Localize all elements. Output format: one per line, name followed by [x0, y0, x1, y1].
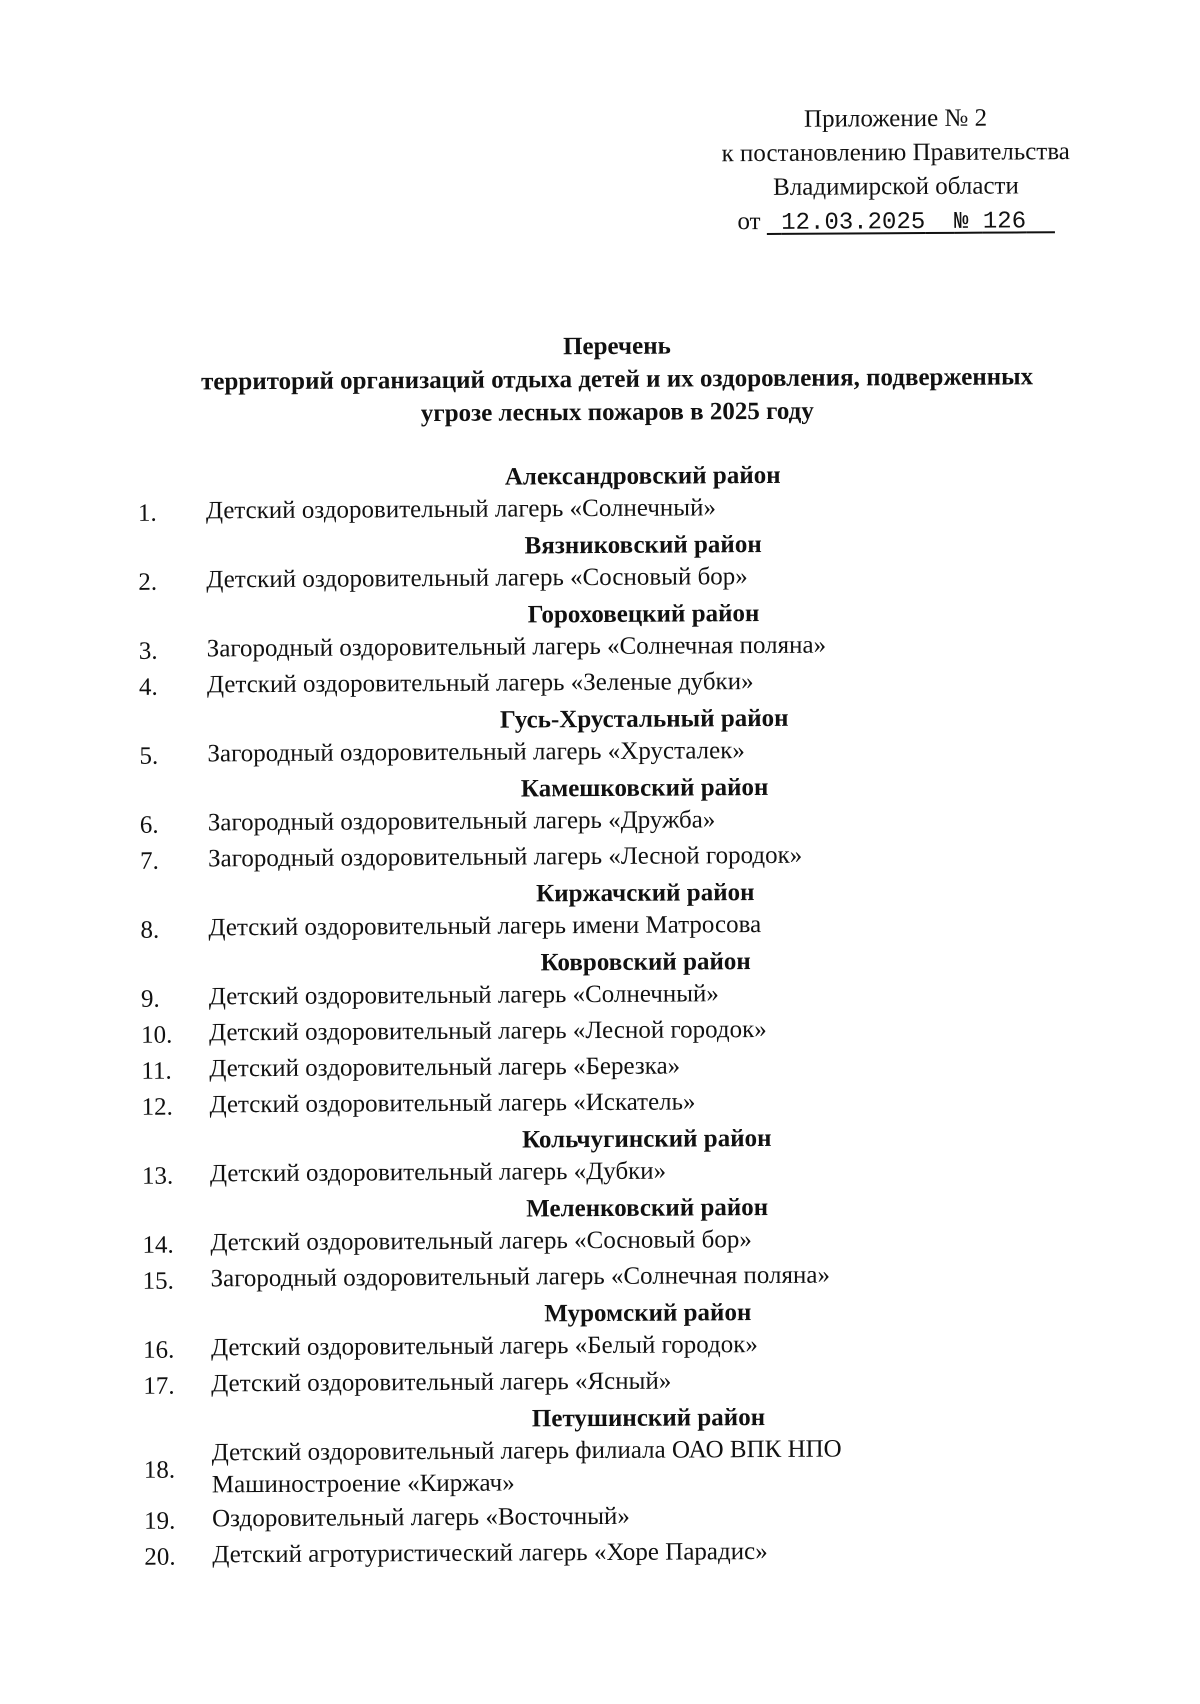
appendix-number: Приложение № 2 [803, 104, 988, 133]
camp-name: Детский оздоровительный лагерь «Сосновый бор» [206, 563, 748, 594]
item-number: 9. [140, 985, 160, 1013]
camp-name: Загородный оздоровительный лагерь «Лесной городок» [207, 841, 803, 873]
item-number: 17. [143, 1372, 175, 1400]
district-heading: Гусь-Хрустальный район [499, 704, 789, 734]
item-number: 20. [144, 1543, 176, 1571]
district-heading: Муромский район [544, 1299, 752, 1328]
district-heading: Меленковский район [526, 1193, 769, 1223]
list-item [140, 802, 1100, 844]
resolution-number-sign: № [953, 208, 969, 236]
camp-list [138, 457, 1105, 1576]
date-prefix: от [737, 208, 761, 236]
list-item [141, 1012, 1101, 1054]
list-item [141, 976, 1101, 1018]
district-heading: Александровский район [504, 461, 781, 491]
item-number: 16. [142, 1336, 175, 1364]
camp-name: Оздоровительный лагерь «Восточный» [211, 1502, 630, 1533]
district-heading: Киржачский район [535, 879, 755, 908]
list-item [139, 733, 1099, 775]
item-number: 4. [138, 673, 158, 701]
camp-name: Детский оздоровительный лагерь «Белый городок» [210, 1331, 758, 1362]
list-item [142, 1153, 1102, 1195]
appendix-resolution: к постановлению Правительства [721, 138, 1070, 168]
list-item [139, 664, 1099, 706]
item-number: 6. [139, 811, 159, 839]
list-item [142, 1222, 1102, 1264]
list-item [141, 1048, 1101, 1090]
title-subline-1: территорий организаций отдыха детей и их оздоровления, подверженных [201, 363, 1034, 396]
district-heading: Вязниковский район [524, 531, 762, 560]
district-heading: Ковровский район [540, 948, 751, 977]
camp-name: Детский оздоровительный лагерь «Зеленые дубки» [206, 668, 754, 699]
appendix-date-line [686, 203, 1106, 242]
list-item [140, 838, 1100, 880]
list-item [143, 1327, 1103, 1369]
item-number: 14. [142, 1231, 174, 1259]
appendix-region: Владимирской области [773, 172, 1019, 201]
resolution-date: 12.03.2025 [781, 209, 926, 237]
item-number: 2. [138, 568, 158, 596]
resolution-number: 126 [982, 208, 1027, 236]
camp-name: Детский оздоровительный лагерь «Ясный» [211, 1367, 672, 1398]
item-number: 18. [143, 1456, 176, 1484]
list-item [143, 1363, 1103, 1405]
title-subline-2: угрозе лесных пожаров в 2025 году [420, 397, 814, 428]
district-heading: Камешковский район [520, 773, 769, 803]
item-number: 7. [139, 847, 159, 875]
item-number: 5. [139, 742, 159, 770]
list-item [141, 1084, 1101, 1126]
camp-name: Детский оздоровительный лагерь «Дубки» [209, 1157, 667, 1188]
district-heading: Гороховецкий район [527, 600, 760, 629]
list-item [138, 559, 1098, 601]
document-title [137, 327, 1098, 432]
item-number: 10. [141, 1021, 173, 1049]
camp-name: Загородный оздоровительный лагерь «Дружба» [207, 806, 716, 837]
item-number: 3. [138, 637, 158, 665]
camp-name: Детский оздоровительный лагерь «Лесной городок» [209, 1015, 767, 1047]
camp-name: Загородный оздоровительный лагерь «Солнечная поляна» [210, 1261, 830, 1293]
list-item [144, 1534, 1104, 1576]
item-number: 13. [141, 1162, 174, 1190]
camp-name: Детский оздоровительный лагерь имени Матросова [208, 911, 762, 942]
camp-name: Детский оздоровительный лагерь «Искатель» [209, 1088, 696, 1119]
camp-name: Детский оздоровительный лагерь «Солнечный» [208, 980, 719, 1011]
camp-name: Загородный оздоровительный лагерь «Солнечная поляна» [206, 631, 827, 663]
camp-name: Детский оздоровительный лагерь «Солнечный» [205, 494, 717, 525]
district-heading: Кольчугинский район [521, 1124, 772, 1154]
list-item [143, 1258, 1103, 1300]
appendix-header [685, 101, 1106, 242]
item-number: 8. [140, 916, 160, 944]
title-heading: Перечень [562, 332, 671, 361]
list-item [140, 907, 1100, 949]
item-number: 1. [137, 499, 157, 527]
camp-name: Детский оздоровительный лагерь «Сосновый бор» [210, 1226, 752, 1257]
list-item [144, 1432, 1104, 1504]
item-number: 19. [144, 1507, 176, 1535]
item-number: 15. [142, 1267, 174, 1295]
list-item [144, 1498, 1104, 1540]
camp-name: Детский агротуристический лагерь «Хоре Парадис» [212, 1537, 768, 1569]
item-number: 12. [141, 1093, 173, 1121]
item-number: 11. [141, 1057, 172, 1085]
district-heading: Петушинский район [531, 1404, 766, 1433]
camp-name: Детский оздоровительный лагерь филиала ОАО ВПК НПО Машиностроение «Киржач» [211, 1435, 842, 1499]
list-item [138, 490, 1098, 532]
camp-name: Загородный оздоровительный лагерь «Хрусталек» [207, 737, 745, 768]
camp-name: Детский оздоровительный лагерь «Березка» [209, 1052, 681, 1083]
list-item [139, 628, 1099, 670]
